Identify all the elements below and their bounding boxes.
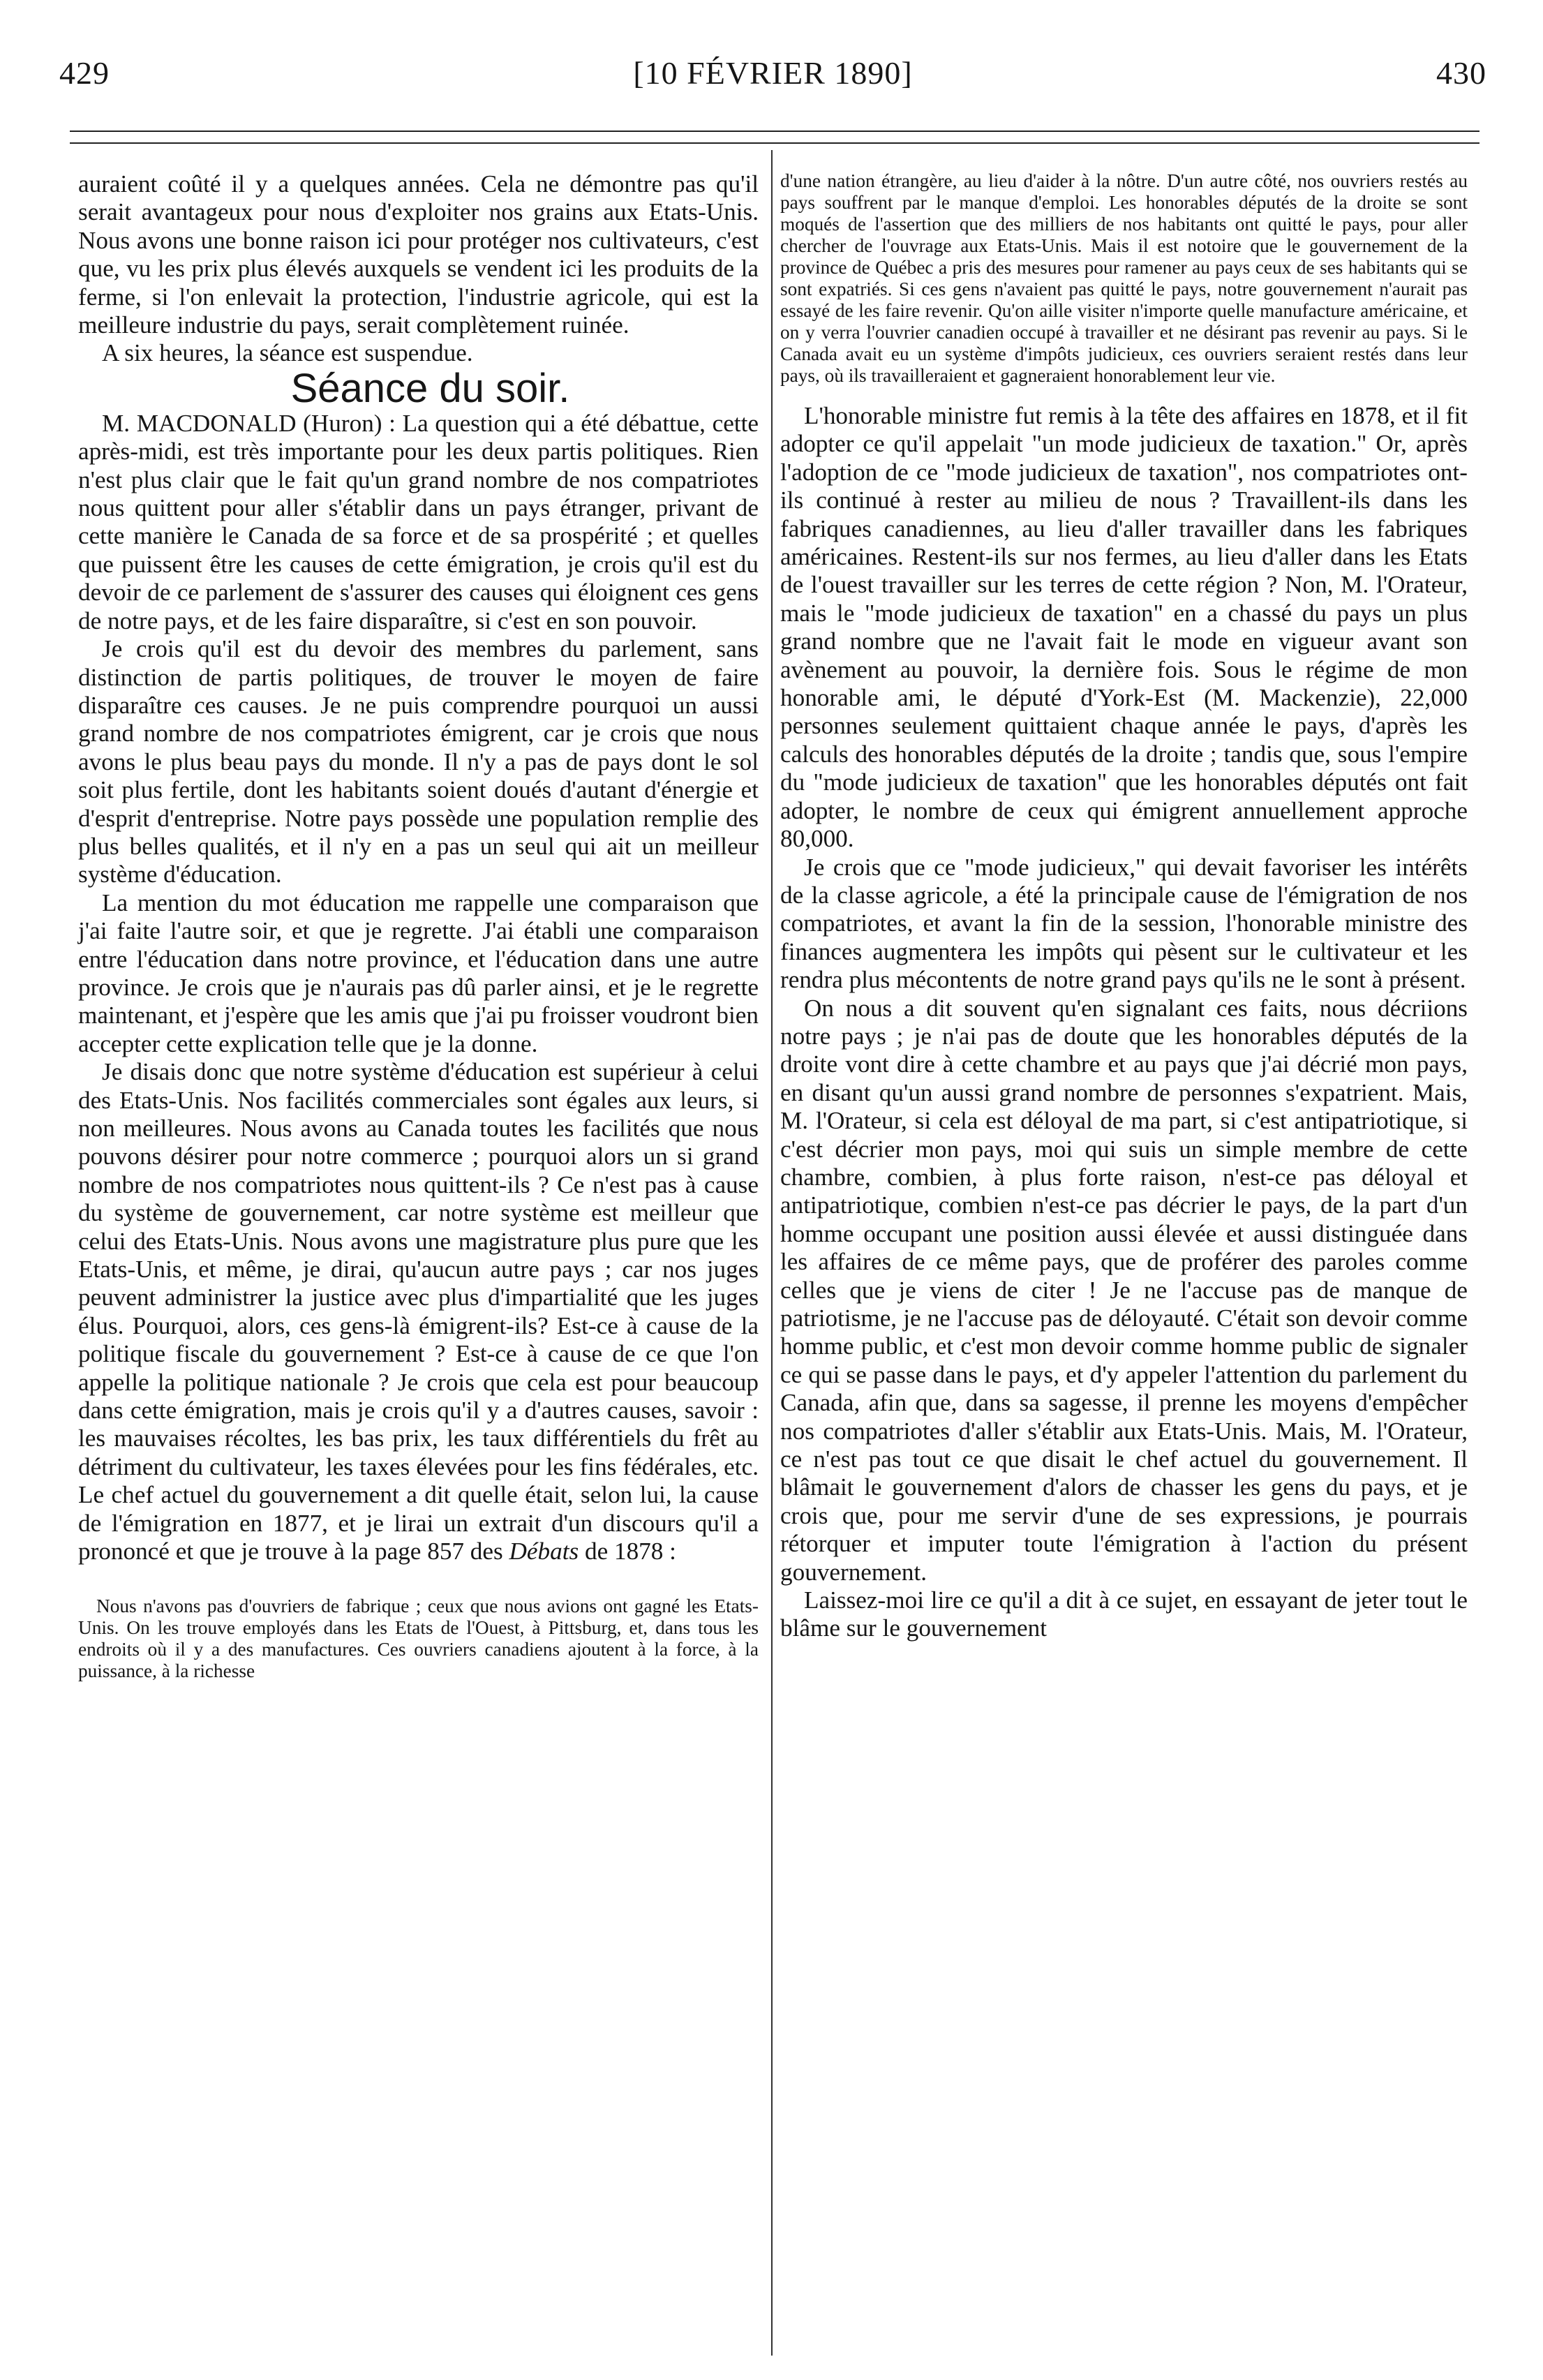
paragraph: Je crois que ce "mode judicieux," qui devait favoriser les intérêts de la classe agricole, a été la principale cause de l'émigration de nos compatriotes, et avant la fin de la session, l'honorable ministre des finances augmentera les impôts qui pèsent sur le cultivateur et les rendra plus mécontents de notre grand pays qu'ils ne le sont à présent. (780, 853, 1468, 994)
paragraph: auraient coûté il y a quelques années. Cela ne démontre pas qu'il serait avantageux pour nous d'exploiter nos grains aux Etats-Unis. Nous avons une bonne raison ici pour protéger nos cultivateurs, c'est que, vu les prix plus élevés auxquels se vendent ici les produits de la ferme, si l'on enlevait la protection, l'industrie agricole, qui est la meilleure industrie du pays, serait complètement ruinée. (78, 170, 759, 339)
paragraph: Laissez-moi lire ce qu'il a dit à ce sujet, en essayant de jeter tout le blâme sur le gouvernement (780, 1586, 1468, 1642)
paragraph: On nous a dit souvent qu'en signalant ces faits, nous décriions notre pays ; je n'ai pas de doute que les honorables députés de la droite vont dire à cette chambre et au pays que j'ai décrié mon pays, en disant qu'un aussi grand nombre de personnes s'expatrient. Mais, M. l'Orateur, si cela est déloyal de ma part, si c'est antipatriotique, si c'est décrier mon pays, moi qui suis un simple membre de cette chambre, combien, à plus forte raison, n'est-ce pas déloyal et antipatriotique, combien n'est-ce pas décrier le pays, de la part d'un homme occupant une position aussi élevée et aussi distinguée dans les affaires de ce même pays, que de proférer des paroles comme celles que je viens de citer ! Je ne l'accuse pas de manque de patriotisme, je ne l'accuse pas de déloyauté. C'était son devoir comme homme public, et c'est mon devoir comme homme public de signaler ce qui se passe dans le pays, et d'y appeler l'attention du parlement du Canada, afin que, dans sa sagesse, il prenne les moyens d'empêcher nos compatriotes d'aller s'établir aux Etats-Unis. Mais, M. l'Orateur, ce n'est pas tout ce que disait le chef actuel du gouvernement. Il blâmait le gouvernement d'alors de chasser les gens du pays, et je crois que, pour me servir d'une de ses expressions, je pourrais rétorquer et imputer toute l'émigration à l'action du présent gouvernement. (780, 994, 1468, 1586)
page-header (59, 54, 1486, 103)
paragraph: L'honorable ministre fut remis à la tête des affaires en 1878, et il fit adopter ce qu'il appelait "un mode judicieux de taxation." Or, après l'adoption de ce "mode judicieux de taxation", nos compatriotes ont-ils continué à rester au milieu de nous ? Travaillent-ils dans les fabriques canadiennes, au lieu d'aller travailler dans les fabriques américaines. Restent-ils sur nos fermes, au lieu d'aller dans les Etats de l'ouest travailler sur les terres de cette région ? Non, M. l'Orateur, mais le "mode judicieux de taxation" en a chassé du pays un plus grand nombre que ne l'avait fait le mode en vigueur avant son avènement au pouvoir, la dernière fois. Sous le régime de mon honorable ami, le député d'York-Est (M. Mackenzie), 22,000 personnes seulement quittaient chaque année le pays, d'après les calculs des honorables députés de la droite ; tandis que, sous l'empire du "mode judicieux de taxation" que les honorables députés ont fait adopter, le nombre de ceux qui émigrent annuellement approche 80,000. (780, 402, 1468, 853)
speaker-riding: (Huron) : (303, 409, 396, 437)
header-date: [10 FÉVRIER 1890] (633, 55, 913, 91)
header-rule-bottom (70, 142, 1479, 144)
page-number-left: 429 (59, 55, 110, 91)
column-divider (771, 150, 773, 2356)
paragraph: Je crois qu'il est du devoir des membres du parlement, sans distinction de partis politiques, de trouver le moyen de faire disparaître ces causes. Je ne puis comprendre pourquoi un aussi grand nombre de nos compatriotes émigrent, car je crois que nous avons le plus beau pays du monde. Il n'y a pas de pays dont le sol soit plus fertile, dont les habitants soient doués d'autant d'énergie et d'esprit d'entreprise. Notre pays possède une population remplie des plus belles qualités, et il n'y en a pas un seul qui ait un meilleur système d'éducation. (78, 635, 759, 888)
section-title: Séance du soir. (290, 365, 570, 411)
speech-text: Je disais donc que notre système d'éducation est supérieur à celui des Etats-Unis. Nos facilités commerciales sont égales aux leurs, si non meilleures. Nous avons au Canada toutes les facilités que nous pouvons désirer pour notre commerce ; pourquoi alors un si grand nombre de nos compatriotes nous quittent-ils ? Ce n'est pas à cause du système de gouvernement, car notre système est meilleur que celui des Etats-Unis. Nous avons une magistrature plus pure que les Etats-Unis, et même, je dirai, qu'aucun autre pays ; car nos juges peuvent administrer la justice avec plus d'impartialité que les juges élus. Pourquoi, alors, ces gens-là émigrent-ils? Est-ce à cause de la politique fiscale du gouvernement ? Est-ce à cause de ce que l'on appelle la politique nationale ? Je crois que cela est pour beaucoup dans cette émigration, mais je crois qu'il y a d'autres causes, savoir : les mauvaises récoltes, les bas prix, les taux différentiels du frêt au détriment du cultivateur, les taxes élevées pour les fins fédérales, etc. Le chef actuel du gouvernement a dit quelle était, selon lui, la cause de l'émigration en 1877, et je lirai un extrait d'un discours qu'il a prononcé et que je trouve à la page 857 des (78, 1058, 759, 1565)
left-column (78, 170, 759, 1682)
paragraph: A six heures, la séance est suspendue. (102, 339, 473, 367)
paragraph (78, 410, 759, 635)
header-rule-top (70, 131, 1479, 132)
paragraph (78, 1058, 759, 1565)
speech-text: de 1878 : (584, 1538, 676, 1565)
speech-text: La question qui a été débattue, cette après-midi, est très importante pour les deux partis politiques. Rien n'est plus clair que le fait qu'un grand nombre de nos compatriotes nous quittent pour aller s'établir dans un pays étranger, privant de cette manière le Canada de sa force et de sa prospérité ; et quelles que puissent être les causes de cette émigration, je crois qu'il est du devoir de ce parlement de s'assurer des causes qui éloignent ces gens de notre pays, et de les faire disparaître, si c'est en son pouvoir. (78, 409, 759, 634)
speaker-name: M. MACDONALD (102, 409, 297, 437)
paragraph: La mention du mot éducation me rappelle une comparaison que j'ai faite l'autre soir, et que je regrette. J'ai établi une comparaison entre l'éducation dans notre province, et l'éducation dans une autre province. Je crois que je n'aurais pas dû parler ainsi, et je le regrette maintenant, et j'espère que les amis que j'ai pu froisser voudront bien accepter cette explication telle que je la donne. (78, 888, 759, 1057)
quotation-text: Nous n'avons pas d'ouvriers de fabrique ; ceux que nous avions ont gagné les Etats-Unis. On les trouve employés dans les Etats de l'Ouest, à Pittsburg, et, dans tous les endroits où il y a des manufactures. Ces ouvriers canadiens ajoutent à la force, à la puissance, à la richesse (78, 1595, 759, 1681)
quotation (78, 1596, 759, 1682)
quotation-text: d'une nation étrangère, au lieu d'aider à la nôtre. D'un autre côté, nos ouvriers restés au pays souffrent par le manque d'emploi. Les honorables députés de la droite se sont moqués de l'assertion que des milliers de nos habitants ont quitté le pays, pour aller chercher de l'ouvrage aux Etats-Unis. Mais il est notoire que le gouvernement de la province de Québec a pris des mesures pour ramener au pays ceux de ses habitants qui se sont expatriés. Si ces gens n'avaient pas quitté le pays, notre gouvernement n'aurait pas essayé de les faire revenir. Qu'on aille visiter n'importe quelle manufacture américaine, et on y verra l'ouvrier canadien occupé à travailler et ne désirant pas revenir au pays. Si le Canada avait eu un système d'impôts judicieux, ces ouvriers seraient restés dans leur pays, où ils travailleraient et gagneraient honorablement leur vie. (780, 170, 1468, 386)
right-column (780, 170, 1468, 1643)
page-number-right: 430 (1436, 55, 1486, 91)
publication-title: Débats (509, 1538, 579, 1565)
quotation (780, 170, 1468, 387)
